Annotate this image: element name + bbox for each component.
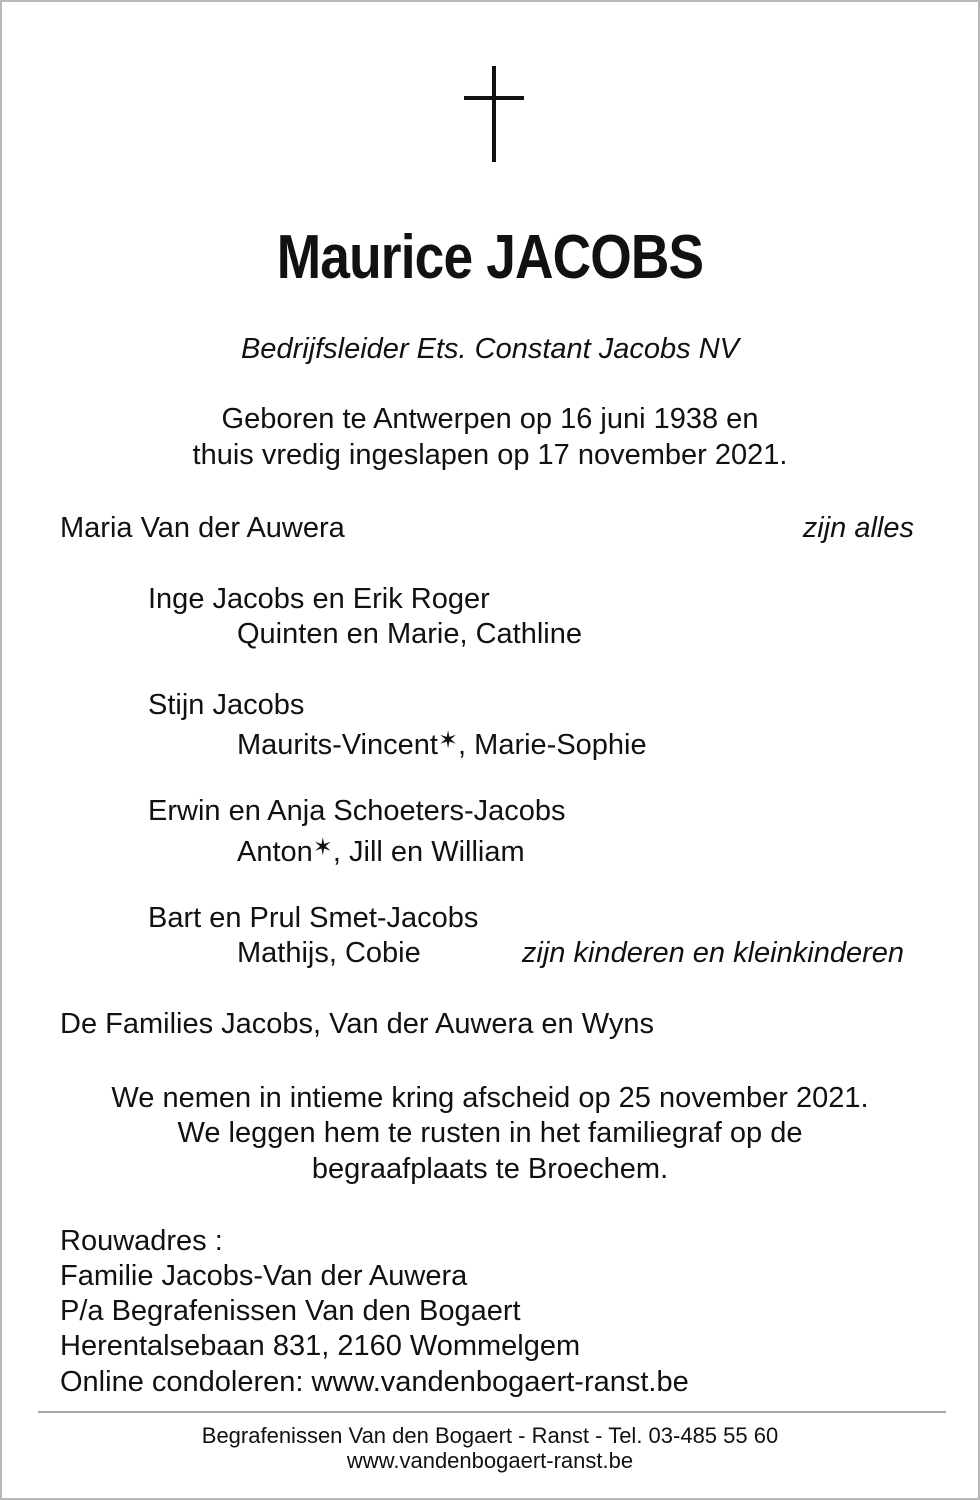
grandchild-names-rest: , Jill en William [332, 836, 525, 868]
child-3-grandchildren [237, 830, 525, 870]
grandchild-name: Anton [237, 836, 313, 868]
address-family: Familie Jacobs-Van der Auwera [60, 1260, 468, 1292]
spouse-name: Maria Van der Auwera [60, 512, 345, 544]
address-street: Herentalsebaan 831, 2160 Wommelgem [60, 1330, 581, 1362]
deceased-star-icon: ✶ [437, 727, 459, 754]
child-2-name: Stijn Jacobs [148, 689, 305, 721]
grandchild-name: Maurits-Vincent [237, 729, 438, 761]
ceremony-line-2: We leggen hem te rusten in het familiegraf op de [177, 1117, 803, 1149]
address-label: Rouwadres : [60, 1225, 223, 1257]
occupation: Bedrijfsleider Ets. Constant Jacobs NV [240, 333, 740, 365]
deceased-name: Maurice JACOBS [276, 223, 704, 292]
footer-website-link[interactable]: www.vandenbogaert-ranst.be [346, 1448, 634, 1473]
deceased-star-icon: ✶ [312, 834, 333, 861]
footer-contact: Begrafenissen Van den Bogaert - Ranst - Tel. 03-485 55 60 [201, 1423, 779, 1448]
child-3-name: Erwin en Anja Schoeters-Jacobs [148, 795, 566, 827]
child-4-grandchildren: Mathijs, Cobie [237, 937, 421, 969]
online-condolences-link[interactable]: Online condoleren: www.vandenbogaert-ranst.be [60, 1366, 689, 1398]
footer-divider [38, 1411, 946, 1413]
children-role: zijn kinderen en kleinkinderen [521, 937, 904, 969]
child-1-grandchildren: Quinten en Marie, Cathline [237, 618, 582, 650]
cross-icon [464, 66, 524, 162]
child-2-grandchildren [237, 723, 647, 763]
spouse-role: zijn alles [802, 512, 914, 544]
ceremony-line-1: We nemen in intieme kring afscheid op 25 november 2021. [111, 1082, 869, 1114]
address-care-of: P/a Begrafenissen Van den Bogaert [60, 1295, 521, 1327]
child-1-name: Inge Jacobs en Erik Roger [148, 583, 490, 615]
child-4-name: Bart en Prul Smet-Jacobs [148, 902, 479, 934]
extended-families: De Families Jacobs, Van der Auwera en Wyns [60, 1008, 654, 1040]
ceremony-line-3: begraafplaats te Broechem. [311, 1153, 669, 1185]
birth-line: Geboren te Antwerpen op 16 juni 1938 en [221, 403, 759, 435]
grandchild-names-rest: , Marie-Sophie [458, 729, 647, 761]
death-line: thuis vredig ingeslapen op 17 november 2021. [192, 439, 788, 471]
